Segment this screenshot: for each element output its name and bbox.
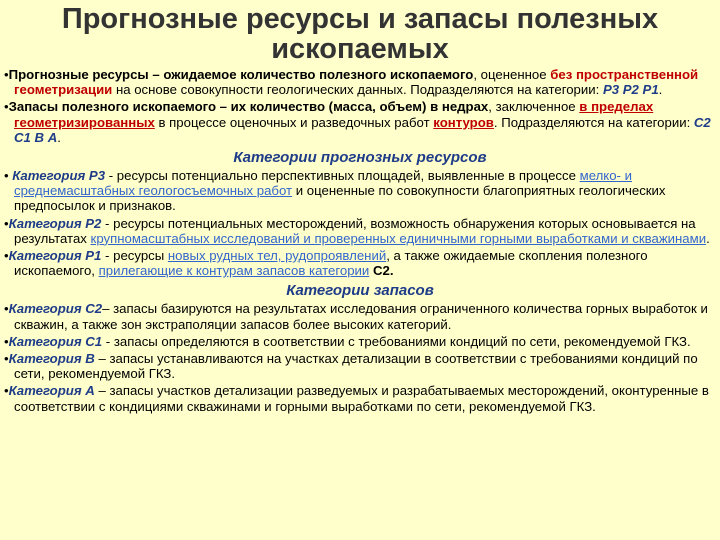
category-p1: •Категория Р1 - ресурсы новых рудных тел, рудопроявлений, а также ожидаемые скопления полезного ископаемого, прилегающие к контурам запасов категории С2. — [4, 248, 648, 279]
slide-title: Прогнозные ресурсы и запасы полезных ископаемых — [61, 3, 659, 65]
definition-forecast-resources: •Прогнозные ресурсы – ожидаемое количество полезного ископаемого, оцененное без пространственной геометризации на основе совокупности геологических данных. Подразделяются на категории: Р3 Р2 Р1. — [4, 67, 699, 98]
reserve-categories: С2 С1 В А — [14, 114, 711, 145]
bullet: • — [4, 383, 9, 399]
bullet: • — [4, 215, 9, 231]
definition-reserves: •Запасы полезного ископаемого – их количество (масса, объем) в недрах, заключенное в пределах геометризированных в процессе оценочных и разведочных работ контуров. Подразделяются на категории: С2 С1 В А. — [4, 99, 711, 145]
term-a: Категория А — [8, 383, 95, 399]
link-large-scale-research: крупномасштабных исследований и проверенных единичными горными выработками и скважинами — [90, 230, 707, 246]
link-small-medium-scale-survey: мелко- и среднемасштабных геологосъемочных работ — [14, 168, 632, 199]
resource-categories: Р3 Р2 Р1 — [602, 82, 659, 98]
term-b: Категория В — [8, 351, 95, 367]
bullet: • — [4, 333, 9, 349]
term-c2: Категория С2 — [8, 301, 103, 317]
bullet: • — [4, 248, 9, 264]
category-c2: •Категория С2– запасы базируются на результатах исследования ограниченного количества горных выработок и скважин, а также зон экстраполяции запасов более высоких категорий. — [4, 301, 708, 332]
heading-reserve-categories: Категории запасов — [286, 282, 434, 300]
emphasis-geometrized: в пределах геометризированных — [14, 99, 654, 130]
heading-resource-categories: Категории прогнозных ресурсов — [233, 149, 487, 167]
bullet: • — [4, 99, 9, 115]
bullet: • — [4, 168, 9, 184]
category-p3: • Категория Р3 - ресурсы потенциально перспективных площадей, выявленные в процессе мелко- и среднемасштабных геологосъемочных работ и оцененные по совокупности благоприятных геологических предпосылок и признаков. — [4, 168, 666, 214]
category-p2: •Категория Р2 - ресурсы потенциальных месторождений, возможность обнаружения которых основывается на результатах крупномасштабных исследований и проверенных единичными горными выработками и скважинами. — [4, 215, 710, 246]
link-adjacent-contours: прилегающие к контурам запасов категории — [98, 263, 370, 279]
category-b: •Категория В – запасы устанавливаются на участках детализации в соответствии с требованиями кондиций по сети, рекомендуемой ГКЗ. — [4, 351, 698, 382]
bullet: • — [4, 67, 9, 82]
emphasis-no-geometrization: без пространственной геометризации — [14, 67, 699, 98]
term-c1: Категория С1 — [8, 333, 103, 349]
term-p1: Категория Р1 — [8, 248, 102, 264]
category-c1: •Категория С1 - запасы определяются в соответствии с требованиями кондиций по сети, рекомендуемой ГКЗ. — [4, 333, 691, 349]
term-p3: Категория Р3 — [12, 168, 106, 184]
bullet: • — [4, 301, 9, 317]
emphasis-contours: контуров — [433, 114, 494, 130]
term-forecast-resources: Прогнозные ресурсы – ожидаемое количество полезного ископаемого — [8, 67, 474, 82]
term-reserves: Запасы полезного ископаемого – их количество (масса, объем) в недрах — [8, 99, 489, 115]
slide-content — [4, 67, 716, 414]
link-new-ore-bodies: новых рудных тел, рудопроявлений — [167, 248, 387, 264]
bullet: • — [4, 351, 9, 367]
term-p2: Категория Р2 — [8, 215, 102, 231]
category-a: •Категория А – запасы участков детализации разведуемых и разрабатываемых месторождений, оконтуренные в соответствии с кондициями скважинами и горными выработками по сети, рекомендуемой ГКЗ. — [4, 383, 709, 414]
